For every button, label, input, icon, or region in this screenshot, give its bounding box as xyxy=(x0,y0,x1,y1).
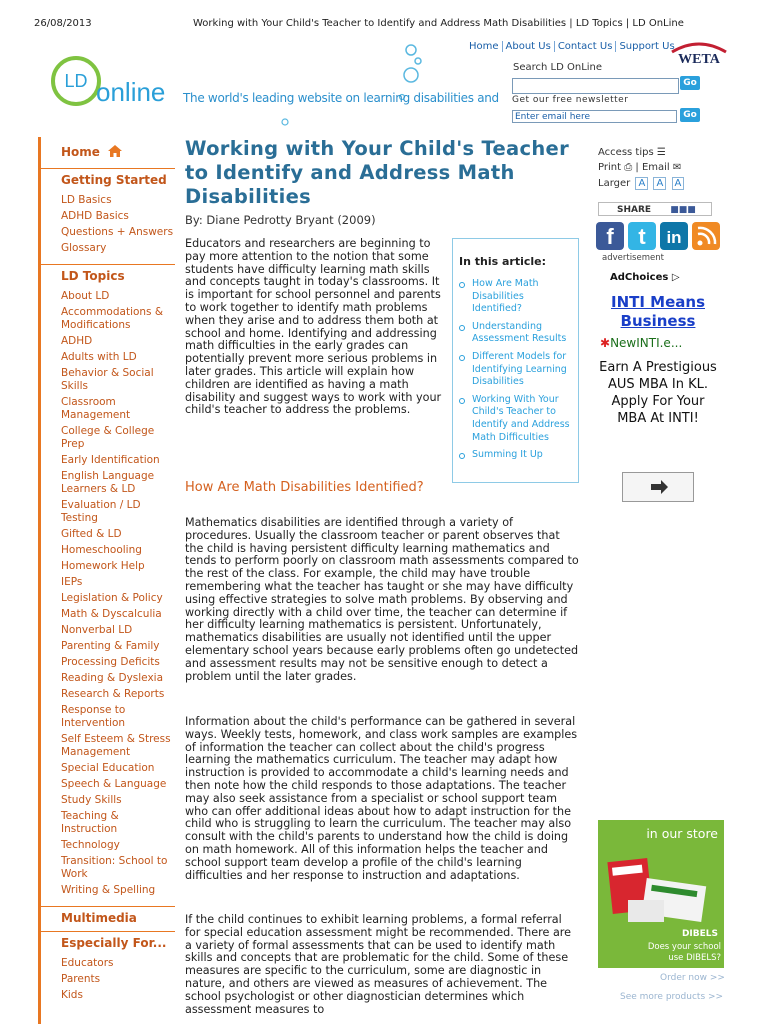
rss-icon xyxy=(692,222,720,250)
share-label: SHARE xyxy=(617,205,652,215)
text-size-small-button[interactable]: A xyxy=(635,177,648,190)
search-go-button[interactable]: Go xyxy=(680,76,700,90)
article-intro: Educators and researchers are beginning to pay more attention to the notion that some students have difficulty learning math skills and concepts taught in today's classrooms. It is important for school personnel and parents to work together to identify math problems when they arise and to address them both at school and home. Identifying and addressing math difficulties in the early grades can potentially prevent more serious problems in later grades. This article will explain how children are identified as having a math disability and suggest ways to work with your child's teacher to address the problems. xyxy=(185,237,442,417)
svg-text:in: in xyxy=(666,228,682,247)
print-link[interactable]: Print xyxy=(598,162,622,173)
sidebar-item[interactable]: LD Basics xyxy=(61,194,112,206)
section-heading: How Are Math Disabilities Identified? xyxy=(185,480,424,495)
store-title: in our store xyxy=(646,826,718,841)
sidebar-item[interactable]: Parenting & Family xyxy=(61,640,160,652)
sidebar-item[interactable]: Kids xyxy=(61,989,83,1001)
sidebar-item[interactable]: Speech & Language xyxy=(61,778,167,790)
article-byline: By: Diane Pedrotty Bryant (2009) xyxy=(185,213,376,227)
adchoices-link[interactable] xyxy=(610,272,680,283)
newsletter-email-input[interactable]: Enter email here xyxy=(512,110,677,123)
twitter-icon xyxy=(628,222,656,250)
sidebar-item[interactable]: Research & Reports xyxy=(61,688,165,700)
in-this-article-box xyxy=(452,238,579,483)
logo-ld: LD xyxy=(64,71,88,91)
print-date: 26/08/2013 xyxy=(34,18,92,29)
menu-icon: ☰ xyxy=(656,147,666,158)
advertisement-label: advertisement xyxy=(602,253,664,263)
sidebar-item[interactable]: Technology xyxy=(61,839,120,851)
ld-online-logo[interactable] xyxy=(50,52,180,112)
sidebar-item[interactable]: Glossary xyxy=(61,242,107,254)
sidebar-item[interactable]: Legislation & Policy xyxy=(61,592,163,604)
home-icon xyxy=(107,145,123,157)
sidebar-nav xyxy=(38,137,175,1024)
sidebar-item[interactable]: Homework Help xyxy=(61,560,145,572)
share-icons: ■■■ xyxy=(670,205,696,215)
product-image xyxy=(604,848,716,928)
sidebar-item[interactable]: Math & Dyscalculia xyxy=(61,608,162,620)
sidebar-item[interactable]: Educators xyxy=(61,957,114,969)
sidebar-section-heading[interactable]: Especially For... xyxy=(41,931,175,954)
weta-text: WETA xyxy=(678,52,720,67)
sidebar-item[interactable]: Self Esteem & Stress Management xyxy=(61,733,171,758)
article-paragraph: If the child continues to exhibit learning problems, a formal referral for special education assessment might be recommended. There are a variety of formal assessments that can be used to identify math skills and concepts that are problematic for the child. Some of these measures are specific to the curriculum, some are diagnostic in nature, and others are viewed as measures of achievement. The school psychologist or other diagnostician determines which assessment measures to xyxy=(185,913,572,1016)
page-tools: Access tips ☰ Print ⎙ | Email ✉ Larger A A A xyxy=(598,147,684,194)
svg-text:t: t xyxy=(638,224,646,249)
sidebar-item[interactable]: Writing & Spelling xyxy=(61,884,156,896)
sidebar-item[interactable]: Behavior & Social Skills xyxy=(61,367,154,392)
store-question: Does your school use DIBELS? xyxy=(647,942,721,963)
article-paragraph: Information about the child's performance can be gathered in several ways. Weekly tests, homework, and class work samples are examples of information the teacher can collect about the child's progress learning the mathematics curriculum. The teacher may adapt how instruction is provided to accommodate a child's learning needs and then note how the child responds to those adaptations. The teacher may also seek assistance from a specialist or school support team who can offer additional ideas about how to adapt instruction for the child who is struggling to learn the curriculum. The teacher may also consult with the child's parents to understand how the child is doing on math homework. All of this information helps the teacher and school support team develop a profile of the child's learning difficulties and her response to instruction and adaptations. xyxy=(185,715,578,882)
sidebar-item[interactable]: Study Skills xyxy=(61,794,122,806)
print-title: Working with Your Child's Teacher to Identify and Address Math Disabilities | LD Topics | LD OnLine xyxy=(193,18,684,29)
toc-link[interactable]: Working With Your Child's Teacher to Identify and Address Math Difficulties xyxy=(459,394,572,444)
toc-link[interactable]: Summing It Up xyxy=(459,449,572,462)
weta-logo[interactable] xyxy=(664,38,734,68)
top-link-support[interactable]: Support Us xyxy=(619,41,675,52)
sidebar-item[interactable]: Parents xyxy=(61,973,101,985)
facebook-icon xyxy=(596,222,624,250)
logo-online: online xyxy=(96,77,166,107)
sidebar-home-label: Home xyxy=(61,145,100,159)
in-this-article-heading: In this article: xyxy=(459,255,547,268)
bubbles-decoration xyxy=(395,40,435,130)
sidebar-item[interactable]: Accommodations & Modifications xyxy=(61,306,164,331)
social-icons xyxy=(596,222,722,252)
star-icon: ✱ xyxy=(600,336,611,350)
sidebar-item[interactable]: IEPs xyxy=(61,576,83,588)
sidebar-section-heading[interactable]: Multimedia xyxy=(41,906,175,929)
search-label: Search LD OnLine xyxy=(513,62,603,73)
sidebar-item[interactable]: College & College Prep xyxy=(61,425,155,450)
toc-link[interactable]: Different Models for Identifying Learning Disabilities xyxy=(459,351,572,389)
ad-arrow-button[interactable] xyxy=(622,472,694,502)
sidebar-item[interactable]: Teaching & Instruction xyxy=(61,810,119,835)
ad-url-text: NewINTI.e... xyxy=(610,336,683,350)
access-tips[interactable] xyxy=(598,147,684,158)
tagline: The world's leading website on learning disabilities and xyxy=(183,91,499,105)
adchoices-icon: ▷ xyxy=(671,272,680,283)
sidebar-item[interactable]: ADHD Basics xyxy=(61,210,129,222)
top-nav xyxy=(466,41,678,52)
sidebar-item[interactable]: Adults with LD xyxy=(61,351,137,363)
article-paragraph: Mathematics disabilities are identified through a variety of procedures. Usually the classroom teacher or parent observes that the child is having persistent difficulty learning mathematics and tends to perform poorly on classroom math assessments compared to the rest of the class. For example, the child may have trouble remembering what the teacher has taught or she may have difficulty using effective strategies to solve math problems. By observing and working directly with a child over time, the teacher can determine if her difficulty learning mathematics is persistent. Unfortunately, mathematics disabilities are usually not identified until the upper elementary school years because early problems often go undetected and assessment results may not be sensitive enough to detect a problem until the later grades. xyxy=(185,516,579,683)
sidebar-sections xyxy=(41,168,175,1011)
sidebar-item[interactable]: Response to Intervention xyxy=(61,704,126,729)
adchoices-label: AdChoices xyxy=(610,272,669,283)
larger-label: Larger xyxy=(598,178,631,189)
sidebar-item[interactable]: English Language Learners & LD xyxy=(61,470,155,495)
top-link-home[interactable]: Home xyxy=(466,41,503,52)
order-now-link[interactable]: Order now >> xyxy=(660,973,725,983)
ad-url[interactable] xyxy=(600,336,682,350)
sidebar-item[interactable]: Homeschooling xyxy=(61,544,142,556)
sidebar-item[interactable]: Questions + Answers xyxy=(61,226,174,238)
access-tips-label: Access tips xyxy=(598,147,654,158)
see-more-products-link[interactable]: See more products >> xyxy=(620,992,724,1002)
ad-headline[interactable]: INTI Means Business xyxy=(611,293,705,330)
sidebar-item[interactable]: Processing Deficits xyxy=(61,656,160,668)
envelope-icon: ✉ xyxy=(672,162,682,173)
sidebar-section-heading[interactable]: LD Topics xyxy=(41,264,175,287)
arrow-right-icon xyxy=(623,473,693,501)
text-size-large-button[interactable]: A xyxy=(672,177,685,190)
sidebar-item[interactable]: Gifted & LD xyxy=(61,528,122,540)
share-button[interactable] xyxy=(598,202,712,216)
sidebar-item[interactable]: Classroom Management xyxy=(61,396,131,421)
toc-link[interactable]: Understanding Assessment Results xyxy=(459,321,572,346)
sidebar-item[interactable]: Evaluation / LD Testing xyxy=(61,499,141,524)
text-size-medium-button[interactable]: A xyxy=(653,177,666,190)
top-link-contact[interactable]: Contact Us xyxy=(555,41,617,52)
newsletter-label: Get our free newsletter xyxy=(512,95,629,105)
sidebar-item[interactable]: Nonverbal LD xyxy=(61,624,133,636)
sidebar-item[interactable]: Special Education xyxy=(61,762,155,774)
newsletter-go-button[interactable]: Go xyxy=(680,108,700,122)
top-link-about[interactable]: About Us xyxy=(503,41,555,52)
sidebar-item[interactable]: Transition: School to Work xyxy=(61,855,168,880)
sidebar-item[interactable]: ADHD xyxy=(61,335,93,347)
article-title: Working with Your Child's Teacher to Identify and Address Math Disabilities xyxy=(185,137,569,208)
sidebar-home[interactable] xyxy=(41,137,175,168)
linkedin-icon xyxy=(660,222,688,250)
sidebar-item[interactable]: Early Identification xyxy=(61,454,160,466)
store-promo[interactable] xyxy=(598,820,724,968)
toc-link[interactable]: How Are Math Disabilities Identified? xyxy=(459,278,572,316)
search-input[interactable] xyxy=(512,78,679,94)
sidebar-item[interactable]: Reading & Dyslexia xyxy=(61,672,164,684)
store-product: DIBELS xyxy=(681,929,718,939)
email-link[interactable]: Email xyxy=(641,162,670,173)
ad-body: Earn A Prestigious AUS MBA In KL. Apply For Your MBA At INTI! xyxy=(599,360,717,426)
svg-text:f: f xyxy=(606,224,614,249)
sidebar-section-heading[interactable]: Getting Started xyxy=(41,168,175,191)
sidebar-item[interactable]: About LD xyxy=(61,290,110,302)
print-icon: ⎙ xyxy=(624,162,633,173)
